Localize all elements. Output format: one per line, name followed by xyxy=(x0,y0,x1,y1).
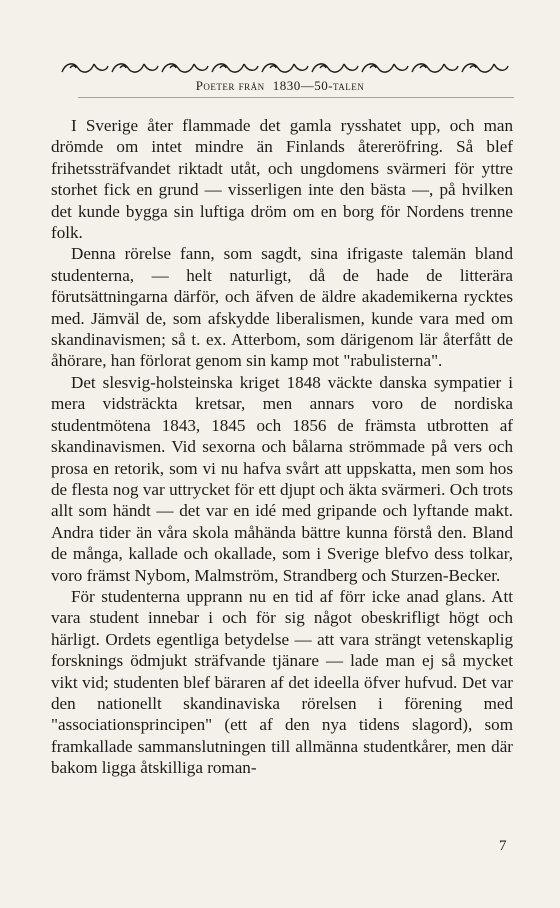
running-head xyxy=(0,78,560,94)
page-number: 7 xyxy=(499,838,507,854)
running-head-title: Poeter från xyxy=(195,78,265,93)
paragraph: I Sverige åter flammade det gamla rysshatet upp, och man drömde om intet mindre än Finlands återeröfring. Så blef frihetssträfvandet riktadt utåt, och ungdomens svärmeri för yttre storhet fick en grund — visserligen inte den bästa —, på hvilken det kunde bygga sin luftiga dröm om en borg för Nordens trenne folk. xyxy=(51,116,513,243)
decorative-border-ornament xyxy=(60,58,510,78)
body-text xyxy=(51,115,513,779)
paragraph: Denna rörelse fann, som sagdt, sina ifrigaste talemän bland studenterna, — helt naturligt, då de hade de litterära förutsättningarna därför, och äfven de äldre akademikerna rycktes med. Jämväl de, som afskydde liberalismen, kunde vara med om skandinavismen; så t. ex. Atterbom, som därigenom lär återfått de åhörare, han förlorat genom sin kamp mot "rabulisterna". xyxy=(51,244,513,371)
paragraph: För studenterna upprann nu en tid af förr icke anad glans. Att vara student innebar i och för sig något obeskrifligt högt och härligt. Ordets egentliga betydelse — att vara strängt vetenskaplig forsknings ödmjukt sträfvande tjänare — lade man ej så mycket vikt vid; studenten blef bäraren af det ideella öfver hufvud. Det var den nationellt skandinaviska rörelsen i förening med "associationsprincipen" (ett af den nya tidens slagord), som framkallade sammanslutningen till allmänna studentkårer, men där bakom ligga åtskilliga roman- xyxy=(51,586,513,778)
running-head-years: 1830—50-talen xyxy=(272,78,365,93)
paragraph: Det slesvig-holsteinska kriget 1848 väckte danska sympatier i mera vidsträckta kretsar, men annars voro de nordiska studentmötena 1843, 1845 och 1856 de främsta utbrotten af skandinavismen. Vid sexorna och bålarna strömmade på vers och prosa en retorik, som vi nu hafva svårt att uppskatta, men som hos de flesta nog var uttrycket för ett djupt och äkta svärmeri. Och trots allt som händt — det var en idé med gripande och lyftande makt. Andra tider än våra skola måhända bättre kunna förstå den. Bland de många, kallade och okallade, som i Sverige blefvo dess tolkar, voro främst Nybom, Malmström, Strandberg och Sturzen-Becker. xyxy=(51,372,513,585)
header-rule xyxy=(78,97,514,99)
